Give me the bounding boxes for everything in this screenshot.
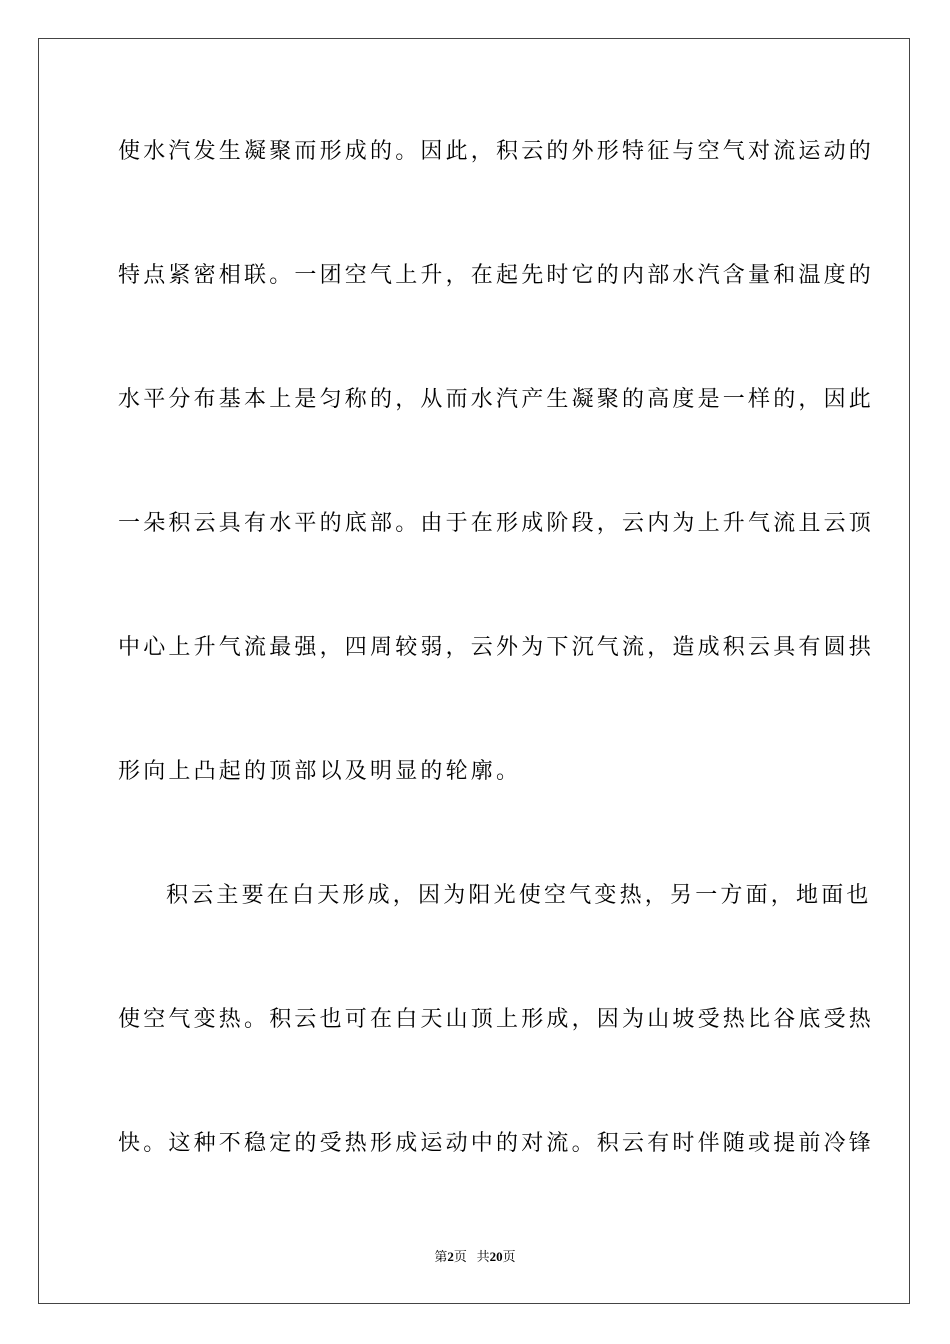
document-body (118, 130, 875, 1246)
text-line: 快。这种不稳定的受热形成运动中的对流。积云有时伴随或提前冷锋 (118, 1131, 875, 1156)
total-pages: 20 (489, 1249, 503, 1264)
page-number: 2 (447, 1249, 454, 1264)
text-line-paragraph-start: 积云主要在白天形成，因为阳光使空气变热，另一方面，地面也 (166, 883, 872, 908)
text-line: 一朵积云具有水平的底部。由于在形成阶段，云内为上升气流且云顶 (118, 511, 875, 536)
text-line: 中心上升气流最强，四周较弱，云外为下沉气流，造成积云具有圆拱 (118, 635, 875, 660)
page-prefix: 第 (434, 1249, 448, 1264)
text-line: 形向上凸起的顶部以及明显的轮廓。 (118, 759, 522, 784)
total-suffix: 页 (502, 1249, 516, 1264)
text-line: 使水汽发生凝聚而形成的。因此，积云的外形特征与空气对流运动的 (118, 139, 875, 164)
text-line: 水平分布基本上是匀称的，从而水汽产生凝聚的高度是一样的，因此 (118, 387, 875, 412)
total-prefix: 共 (476, 1249, 490, 1264)
page-suffix: 页 (453, 1249, 467, 1264)
text-line: 特点紧密相联。一团空气上升，在起先时它的内部水汽含量和温度的 (118, 263, 875, 288)
page-footer (0, 1246, 950, 1265)
text-line: 使空气变热。积云也可在白天山顶上形成，因为山坡受热比谷底受热 (118, 1007, 875, 1032)
